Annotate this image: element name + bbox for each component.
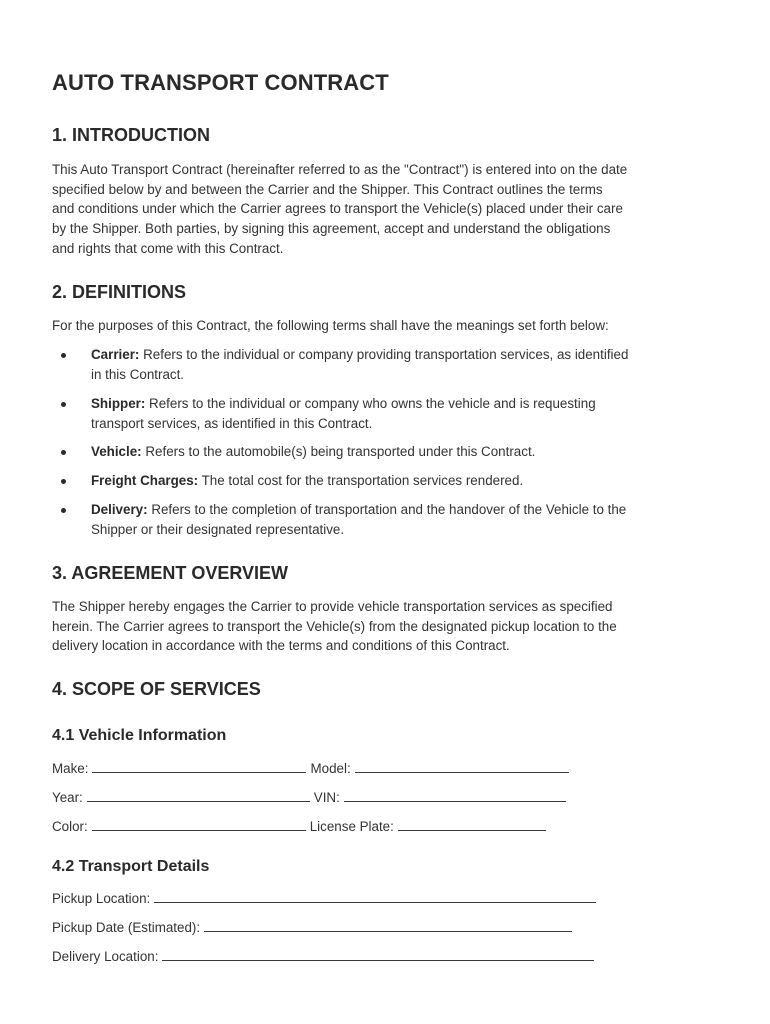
bullet-icon xyxy=(61,353,66,358)
year-field[interactable] xyxy=(87,788,310,802)
definition-term: Shipper: xyxy=(91,396,146,411)
year-label: Year: xyxy=(52,790,83,805)
pickup-location-label: Pickup Location: xyxy=(52,891,151,906)
make-model-row xyxy=(52,759,569,778)
bullet-icon xyxy=(61,479,66,484)
pickup-location-row xyxy=(52,889,596,908)
document-title: AUTO TRANSPORT CONTRACT xyxy=(52,70,389,95)
definition-text: The total cost for the transportation services rendered. xyxy=(201,473,524,488)
color-field[interactable] xyxy=(92,817,306,831)
definition-term: Delivery: xyxy=(91,502,148,517)
color-label: Color: xyxy=(52,819,88,834)
bullet-icon xyxy=(61,450,66,455)
definition-term: Freight Charges: xyxy=(91,473,199,488)
delivery-location-field[interactable] xyxy=(162,947,594,961)
delivery-location-row xyxy=(52,947,594,966)
pickup-location-field[interactable] xyxy=(154,889,596,903)
section-heading-scope-of-services: 4. SCOPE OF SERVICES xyxy=(52,679,261,699)
paragraph-line: by the Shipper. Both parties, by signing this agreement, accept and understand the obligations xyxy=(52,221,611,237)
paragraph-line: delivery location in accordance with the terms and conditions of this Contract. xyxy=(52,638,510,654)
paragraph-line: This Auto Transport Contract (hereinafter referred to as the "Contract") is entered into on the date xyxy=(52,162,628,177)
pickup-date-row xyxy=(52,918,572,937)
license-plate-field[interactable] xyxy=(398,817,546,831)
paragraph-line: The Shipper hereby engages the Carrier to provide vehicle transportation services as specified xyxy=(52,599,613,614)
paragraph-line: specified below by and between the Carrier and the Shipper. This Contract outlines the terms xyxy=(52,181,603,197)
bullet-icon xyxy=(61,402,66,407)
definition-text: Refers to the completion of transportation and the handover of the Vehicle to the xyxy=(151,502,627,517)
paragraph-line: and conditions under which the Carrier agrees to transport the Vehicle(s) placed under their care xyxy=(52,201,623,217)
bullet-icon xyxy=(61,508,66,513)
vin-label: VIN: xyxy=(313,790,340,805)
definition-term: Vehicle: xyxy=(91,444,142,459)
introduction-paragraph xyxy=(52,160,732,259)
vin-field[interactable] xyxy=(344,788,566,802)
subsection-heading-vehicle-information: 4.1 Vehicle Information xyxy=(52,727,227,744)
delivery-location-label: Delivery Location: xyxy=(52,949,159,964)
subsection-heading-transport-details: 4.2 Transport Details xyxy=(52,858,210,875)
pickup-date-label: Pickup Date (Estimated): xyxy=(52,920,201,935)
definitions-intro: For the purposes of this Contract, the following terms shall have the meanings set forth below: xyxy=(52,318,609,333)
model-label: Model: xyxy=(310,761,351,776)
license-plate-label: License Plate: xyxy=(309,819,394,834)
definition-text: Shipper or their designated representative. xyxy=(91,521,345,537)
definition-text: transport services, as identified in this Contract. xyxy=(91,415,373,431)
paragraph-line: and rights that come with this Contract. xyxy=(52,240,284,256)
definition-text: Refers to the automobile(s) being transported under this Contract. xyxy=(145,444,536,459)
make-field[interactable] xyxy=(92,759,306,773)
make-label: Make: xyxy=(52,761,89,776)
section-heading-agreement-overview: 3. AGREEMENT OVERVIEW xyxy=(52,563,289,583)
paragraph-line: herein. The Carrier agrees to transport the Vehicle(s) from the designated pickup location to the xyxy=(52,618,617,634)
year-vin-row xyxy=(52,788,566,807)
definition-text: Refers to the individual or company who owns the vehicle and is requesting xyxy=(149,396,596,411)
color-license-row xyxy=(52,817,546,836)
agreement-paragraph xyxy=(52,597,732,656)
definition-text: Refers to the individual or company providing transportation services, as identified xyxy=(143,347,629,362)
pickup-date-field[interactable] xyxy=(204,918,572,932)
section-heading-introduction: 1. INTRODUCTION xyxy=(52,125,211,145)
definition-text: in this Contract. xyxy=(91,366,185,382)
model-field[interactable] xyxy=(355,759,569,773)
section-heading-definitions: 2. DEFINITIONS xyxy=(52,282,187,302)
definition-term: Carrier: xyxy=(91,347,140,362)
